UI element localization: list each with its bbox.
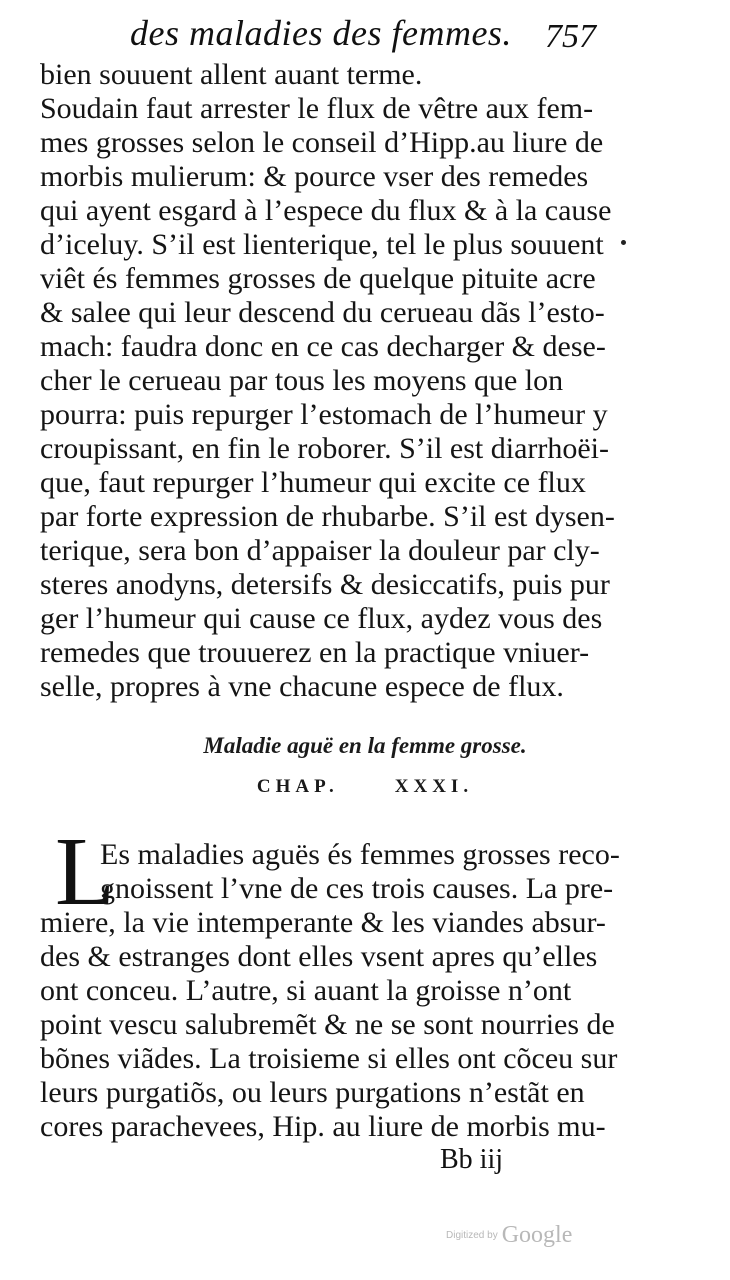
- text-line: steres anodyns, detersifs & desiccatifs, puis pur: [40, 568, 610, 601]
- text-line: mes grosses selon le conseil d’Hipp.au liure de: [40, 126, 604, 159]
- text-line: d’iceluy. S’il est lienterique, tel le plus souuent: [40, 228, 604, 261]
- text-line: cher le cerueau par tous les moyens que lon: [40, 364, 564, 397]
- chapter-title: Maladie aguë en la femme grosse.: [203, 733, 527, 758]
- text-line: morbis mulierum: & pource vser des remedes: [40, 160, 589, 193]
- page-number: 757: [545, 18, 596, 55]
- text-line: terique, sera bon d’appaiser la douleur par cly-: [40, 534, 600, 567]
- text-line: selle, propres à vne chacune espece de flux.: [40, 670, 564, 703]
- text-line: gnoissent l’vne de ces trois causes. La pre-: [100, 872, 614, 905]
- signature-mark: Bb iij: [440, 1144, 504, 1175]
- text-line: & salee qui leur descend du cerueau dãs l’esto-: [40, 296, 605, 329]
- text-line: croupissant, en fin le roborer. S’il est diarrhoëi-: [40, 432, 610, 465]
- chapter-number: XXXI.: [394, 776, 474, 797]
- drop-cap: L: [55, 818, 115, 926]
- text-line: miere, la vie intemperante & les viandes absur-: [40, 906, 606, 939]
- paragraph-flux: [40, 58, 640, 704]
- digitized-watermark: [446, 1222, 572, 1249]
- text-line: qui ayent esgard à l’espece du flux & à la cause: [40, 194, 612, 227]
- text-line: pourra: puis repurger l’estomach de l’humeur y: [40, 398, 608, 431]
- text-line: Soudain faut arrester le flux de vêtre aux fem-: [40, 92, 594, 125]
- text-line: ger l’humeur qui cause ce flux, aydez vous des: [40, 602, 603, 635]
- digitized-prefix: Digitized by: [446, 1230, 498, 1241]
- text-line: que, faut repurger l’humeur qui excite ce flux: [40, 466, 586, 499]
- running-title: des maladies des femmes.: [130, 13, 512, 53]
- text-line: leurs purgatiõs, ou leurs purgations n’estãt en: [40, 1076, 585, 1109]
- text-line: Es maladies aguës és femmes grosses reco-: [100, 838, 620, 871]
- margin-mark: [621, 240, 626, 245]
- text-line: mach: faudra donc en ce cas decharger & dese-: [40, 330, 606, 363]
- chapter-label: CHAP.: [256, 776, 339, 797]
- text-line: remedes que trouuerez en la practique vniuer-: [40, 636, 590, 669]
- text-line: par forte expression de rhubarbe. S’il est dysen-: [40, 500, 615, 533]
- text-line: viêt és femmes grosses de quelque pituite acre: [40, 262, 596, 295]
- text-line: bien souuent allent auant terme.: [40, 58, 423, 91]
- paragraph-acute-disease: [40, 838, 640, 1144]
- text-line: des & estranges dont elles vsent apres qu’elles: [40, 940, 598, 973]
- google-logo: Google: [501, 1222, 573, 1248]
- text-line: ont conceu. L’autre, si auant la groisse n’ont: [40, 974, 572, 1007]
- text-line: cores parachevees, Hip. au liure de morbis mu-: [40, 1110, 606, 1143]
- chapter-heading: [0, 776, 730, 798]
- text-line: point vescu salubremẽt & ne se sont nourries de: [40, 1008, 615, 1041]
- text-line: bõnes viãdes. La troisieme si elles ont cõceu sur: [40, 1042, 618, 1075]
